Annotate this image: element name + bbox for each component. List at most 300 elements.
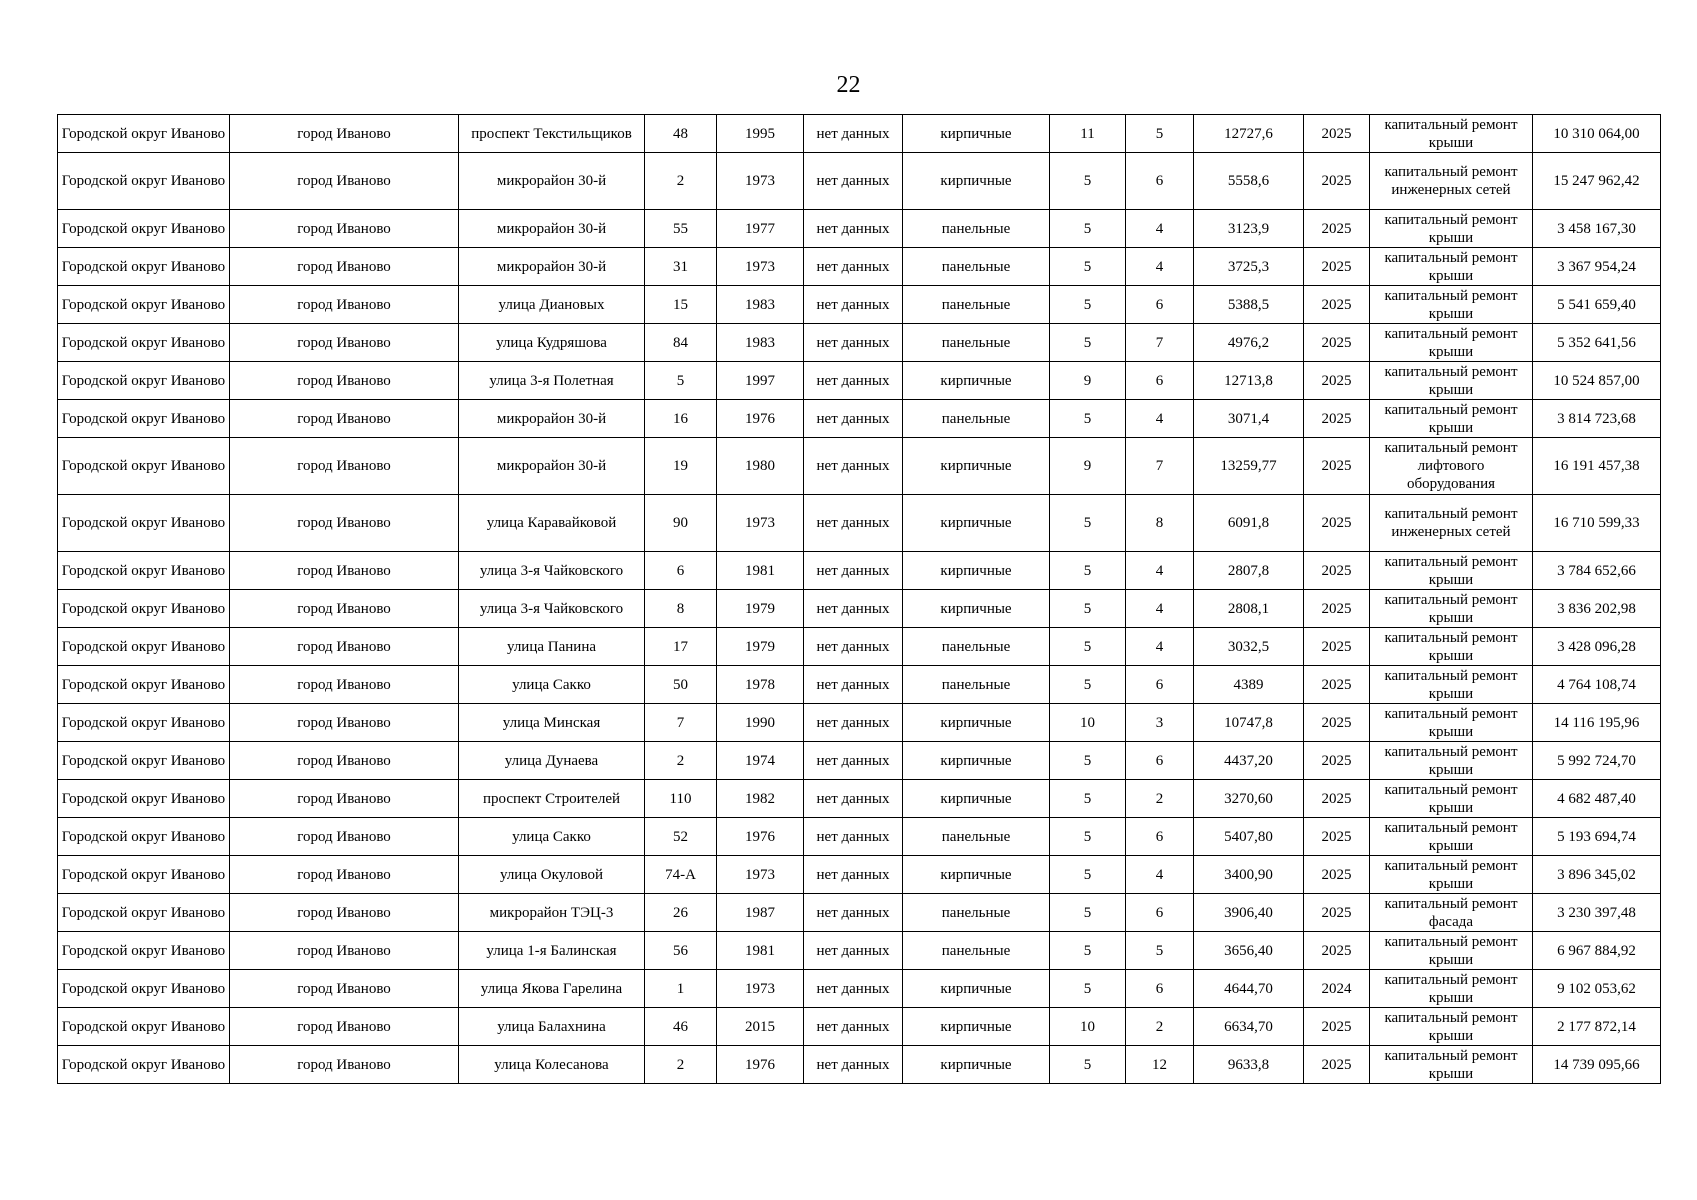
settlement-cell: город Иваново [230,400,459,438]
cost-cell: 3 784 652,66 [1533,552,1661,590]
work-type-cell: капитальный ремонт инженерных сетей [1370,153,1533,210]
entrances-cell: 3 [1126,704,1194,742]
municipality-cell: Городской округ Иваново [58,856,230,894]
settlement-cell: город Иваново [230,1008,459,1046]
work-type-cell: капитальный ремонт крыши [1370,856,1533,894]
planned-year-cell: 2025 [1304,628,1370,666]
work-type-cell: капитальный ремонт крыши [1370,704,1533,742]
area-cell: 3725,3 [1194,248,1304,286]
wall-material-cell: панельные [903,666,1050,704]
municipality-cell: Городской округ Иваново [58,970,230,1008]
year-built-cell: 1973 [717,153,804,210]
entrances-cell: 4 [1126,210,1194,248]
table-row [58,894,1661,932]
floors-cell: 5 [1050,1046,1126,1084]
house-number-cell: 26 [645,894,717,932]
area-cell: 3400,90 [1194,856,1304,894]
cost-cell: 3 836 202,98 [1533,590,1661,628]
settlement-cell: город Иваново [230,495,459,552]
street-cell: микрорайон ТЭЦ-3 [459,894,645,932]
table-row [58,495,1661,552]
wall-material-cell: кирпичные [903,153,1050,210]
work-type-cell: капитальный ремонт крыши [1370,400,1533,438]
area-cell: 6091,8 [1194,495,1304,552]
area-cell: 10747,8 [1194,704,1304,742]
entrances-cell: 4 [1126,628,1194,666]
cost-cell: 4 682 487,40 [1533,780,1661,818]
work-type-cell: капитальный ремонт крыши [1370,780,1533,818]
cost-cell: 5 541 659,40 [1533,286,1661,324]
year-built-cell: 1981 [717,552,804,590]
year-built-cell: 1987 [717,894,804,932]
floors-cell: 5 [1050,666,1126,704]
house-number-cell: 19 [645,438,717,495]
entrances-cell: 4 [1126,590,1194,628]
area-cell: 9633,8 [1194,1046,1304,1084]
municipality-cell: Городской округ Иваново [58,153,230,210]
work-type-cell: капитальный ремонт крыши [1370,932,1533,970]
settlement-cell: город Иваново [230,704,459,742]
street-cell: улица Сакко [459,666,645,704]
entrances-cell: 6 [1126,666,1194,704]
wall-material-cell: панельные [903,286,1050,324]
table-row [58,780,1661,818]
commissioning-cell: нет данных [804,153,903,210]
street-cell: улица 3-я Чайковского [459,552,645,590]
wall-material-cell: кирпичные [903,856,1050,894]
house-number-cell: 2 [645,153,717,210]
house-number-cell: 110 [645,780,717,818]
floors-cell: 5 [1050,552,1126,590]
commissioning-cell: нет данных [804,818,903,856]
wall-material-cell: кирпичные [903,590,1050,628]
commissioning-cell: нет данных [804,856,903,894]
area-cell: 5388,5 [1194,286,1304,324]
area-cell: 4976,2 [1194,324,1304,362]
municipality-cell: Городской округ Иваново [58,628,230,666]
area-cell: 3032,5 [1194,628,1304,666]
settlement-cell: город Иваново [230,932,459,970]
commissioning-cell: нет данных [804,970,903,1008]
planned-year-cell: 2025 [1304,286,1370,324]
settlement-cell: город Иваново [230,286,459,324]
planned-year-cell: 2025 [1304,495,1370,552]
planned-year-cell: 2025 [1304,818,1370,856]
cost-cell: 3 458 167,30 [1533,210,1661,248]
floors-cell: 9 [1050,438,1126,495]
planned-year-cell: 2025 [1304,742,1370,780]
settlement-cell: город Иваново [230,115,459,153]
floors-cell: 5 [1050,742,1126,780]
entrances-cell: 6 [1126,742,1194,780]
entrances-cell: 2 [1126,1008,1194,1046]
street-cell: улица Колесанова [459,1046,645,1084]
year-built-cell: 1973 [717,970,804,1008]
table-row [58,248,1661,286]
floors-cell: 10 [1050,704,1126,742]
commissioning-cell: нет данных [804,590,903,628]
commissioning-cell: нет данных [804,438,903,495]
wall-material-cell: кирпичные [903,1008,1050,1046]
work-type-cell: капитальный ремонт крыши [1370,552,1533,590]
table-row [58,115,1661,153]
year-built-cell: 1983 [717,324,804,362]
municipality-cell: Городской округ Иваново [58,590,230,628]
table-row [58,970,1661,1008]
year-built-cell: 1997 [717,362,804,400]
work-type-cell: капитальный ремонт крыши [1370,970,1533,1008]
year-built-cell: 1976 [717,400,804,438]
planned-year-cell: 2025 [1304,438,1370,495]
house-number-cell: 74-А [645,856,717,894]
floors-cell: 5 [1050,780,1126,818]
table-row [58,324,1661,362]
floors-cell: 5 [1050,324,1126,362]
house-number-cell: 1 [645,970,717,1008]
housing-repair-table [57,114,1661,1084]
table-row [58,362,1661,400]
cost-cell: 6 967 884,92 [1533,932,1661,970]
street-cell: проспект Строителей [459,780,645,818]
floors-cell: 5 [1050,932,1126,970]
work-type-cell: капитальный ремонт крыши [1370,286,1533,324]
year-built-cell: 1979 [717,628,804,666]
municipality-cell: Городской округ Иваново [58,400,230,438]
year-built-cell: 1983 [717,286,804,324]
municipality-cell: Городской округ Иваново [58,894,230,932]
settlement-cell: город Иваново [230,780,459,818]
commissioning-cell: нет данных [804,894,903,932]
planned-year-cell: 2025 [1304,362,1370,400]
street-cell: улица Минская [459,704,645,742]
area-cell: 4644,70 [1194,970,1304,1008]
year-built-cell: 1976 [717,1046,804,1084]
settlement-cell: город Иваново [230,210,459,248]
street-cell: микрорайон 30-й [459,153,645,210]
entrances-cell: 4 [1126,856,1194,894]
commissioning-cell: нет данных [804,780,903,818]
work-type-cell: капитальный ремонт крыши [1370,324,1533,362]
house-number-cell: 2 [645,1046,717,1084]
planned-year-cell: 2025 [1304,704,1370,742]
planned-year-cell: 2025 [1304,856,1370,894]
table-row [58,552,1661,590]
work-type-cell: капитальный ремонт крыши [1370,590,1533,628]
area-cell: 4437,20 [1194,742,1304,780]
work-type-cell: капитальный ремонт крыши [1370,115,1533,153]
work-type-cell: капитальный ремонт крыши [1370,628,1533,666]
wall-material-cell: панельные [903,400,1050,438]
cost-cell: 3 230 397,48 [1533,894,1661,932]
area-cell: 12713,8 [1194,362,1304,400]
settlement-cell: город Иваново [230,742,459,780]
table-row [58,856,1661,894]
wall-material-cell: панельные [903,894,1050,932]
planned-year-cell: 2025 [1304,894,1370,932]
planned-year-cell: 2025 [1304,210,1370,248]
municipality-cell: Городской округ Иваново [58,1008,230,1046]
area-cell: 3906,40 [1194,894,1304,932]
entrances-cell: 6 [1126,818,1194,856]
cost-cell: 9 102 053,62 [1533,970,1661,1008]
settlement-cell: город Иваново [230,438,459,495]
page-number: 22 [836,72,861,98]
street-cell: проспект Текстильщиков [459,115,645,153]
street-cell: улица Якова Гарелина [459,970,645,1008]
commissioning-cell: нет данных [804,552,903,590]
municipality-cell: Городской округ Иваново [58,210,230,248]
cost-cell: 14 116 195,96 [1533,704,1661,742]
commissioning-cell: нет данных [804,495,903,552]
street-cell: улица Окуловой [459,856,645,894]
street-cell: улица Панина [459,628,645,666]
house-number-cell: 31 [645,248,717,286]
entrances-cell: 7 [1126,438,1194,495]
planned-year-cell: 2025 [1304,590,1370,628]
street-cell: улица Каравайковой [459,495,645,552]
cost-cell: 5 992 724,70 [1533,742,1661,780]
wall-material-cell: панельные [903,818,1050,856]
entrances-cell: 4 [1126,248,1194,286]
municipality-cell: Городской округ Иваново [58,932,230,970]
table-row [58,1008,1661,1046]
settlement-cell: город Иваново [230,818,459,856]
commissioning-cell: нет данных [804,115,903,153]
planned-year-cell: 2025 [1304,780,1370,818]
year-built-cell: 1973 [717,856,804,894]
area-cell: 3071,4 [1194,400,1304,438]
floors-cell: 5 [1050,818,1126,856]
floors-cell: 10 [1050,1008,1126,1046]
cost-cell: 15 247 962,42 [1533,153,1661,210]
work-type-cell: капитальный ремонт фасада [1370,894,1533,932]
planned-year-cell: 2025 [1304,1046,1370,1084]
cost-cell: 5 193 694,74 [1533,818,1661,856]
municipality-cell: Городской округ Иваново [58,742,230,780]
planned-year-cell: 2025 [1304,400,1370,438]
floors-cell: 5 [1050,628,1126,666]
area-cell: 6634,70 [1194,1008,1304,1046]
work-type-cell: капитальный ремонт крыши [1370,818,1533,856]
area-cell: 5407,80 [1194,818,1304,856]
commissioning-cell: нет данных [804,1046,903,1084]
street-cell: улица Дунаева [459,742,645,780]
settlement-cell: город Иваново [230,894,459,932]
floors-cell: 5 [1050,400,1126,438]
cost-cell: 3 896 345,02 [1533,856,1661,894]
settlement-cell: город Иваново [230,153,459,210]
floors-cell: 5 [1050,286,1126,324]
entrances-cell: 12 [1126,1046,1194,1084]
entrances-cell: 6 [1126,153,1194,210]
planned-year-cell: 2025 [1304,115,1370,153]
year-built-cell: 1973 [717,495,804,552]
area-cell: 2807,8 [1194,552,1304,590]
floors-cell: 5 [1050,894,1126,932]
work-type-cell: капитальный ремонт лифтового оборудования [1370,438,1533,495]
planned-year-cell: 2025 [1304,666,1370,704]
commissioning-cell: нет данных [804,704,903,742]
commissioning-cell: нет данных [804,666,903,704]
cost-cell: 14 739 095,66 [1533,1046,1661,1084]
commissioning-cell: нет данных [804,400,903,438]
wall-material-cell: кирпичные [903,970,1050,1008]
municipality-cell: Городской округ Иваново [58,1046,230,1084]
house-number-cell: 48 [645,115,717,153]
municipality-cell: Городской округ Иваново [58,286,230,324]
wall-material-cell: панельные [903,248,1050,286]
wall-material-cell: панельные [903,324,1050,362]
table-row [58,818,1661,856]
commissioning-cell: нет данных [804,248,903,286]
planned-year-cell: 2025 [1304,153,1370,210]
commissioning-cell: нет данных [804,362,903,400]
area-cell: 13259,77 [1194,438,1304,495]
settlement-cell: город Иваново [230,1046,459,1084]
municipality-cell: Городской округ Иваново [58,818,230,856]
street-cell: микрорайон 30-й [459,400,645,438]
table-row [58,210,1661,248]
table-row [58,932,1661,970]
entrances-cell: 4 [1126,400,1194,438]
house-number-cell: 16 [645,400,717,438]
settlement-cell: город Иваново [230,362,459,400]
work-type-cell: капитальный ремонт крыши [1370,362,1533,400]
area-cell: 3270,60 [1194,780,1304,818]
table-body [58,115,1661,1084]
work-type-cell: капитальный ремонт крыши [1370,742,1533,780]
municipality-cell: Городской округ Иваново [58,324,230,362]
work-type-cell: капитальный ремонт крыши [1370,666,1533,704]
area-cell: 5558,6 [1194,153,1304,210]
cost-cell: 5 352 641,56 [1533,324,1661,362]
municipality-cell: Городской округ Иваново [58,115,230,153]
settlement-cell: город Иваново [230,856,459,894]
planned-year-cell: 2025 [1304,1008,1370,1046]
floors-cell: 11 [1050,115,1126,153]
house-number-cell: 8 [645,590,717,628]
entrances-cell: 2 [1126,780,1194,818]
wall-material-cell: панельные [903,628,1050,666]
municipality-cell: Городской округ Иваново [58,495,230,552]
wall-material-cell: кирпичные [903,438,1050,495]
year-built-cell: 1976 [717,818,804,856]
entrances-cell: 7 [1126,324,1194,362]
year-built-cell: 2015 [717,1008,804,1046]
area-cell: 3656,40 [1194,932,1304,970]
cost-cell: 16 191 457,38 [1533,438,1661,495]
entrances-cell: 6 [1126,894,1194,932]
table-row [58,742,1661,780]
settlement-cell: город Иваново [230,590,459,628]
cost-cell: 3 814 723,68 [1533,400,1661,438]
year-built-cell: 1981 [717,932,804,970]
year-built-cell: 1979 [717,590,804,628]
house-number-cell: 56 [645,932,717,970]
municipality-cell: Городской округ Иваново [58,780,230,818]
street-cell: микрорайон 30-й [459,210,645,248]
area-cell: 3123,9 [1194,210,1304,248]
commissioning-cell: нет данных [804,932,903,970]
street-cell: улица Сакко [459,818,645,856]
house-number-cell: 7 [645,704,717,742]
year-built-cell: 1990 [717,704,804,742]
settlement-cell: город Иваново [230,666,459,704]
street-cell: микрорайон 30-й [459,438,645,495]
wall-material-cell: панельные [903,932,1050,970]
floors-cell: 5 [1050,153,1126,210]
floors-cell: 5 [1050,210,1126,248]
wall-material-cell: кирпичные [903,704,1050,742]
house-number-cell: 5 [645,362,717,400]
cost-cell: 10 524 857,00 [1533,362,1661,400]
area-cell: 4389 [1194,666,1304,704]
house-number-cell: 52 [645,818,717,856]
municipality-cell: Городской округ Иваново [58,552,230,590]
entrances-cell: 8 [1126,495,1194,552]
commissioning-cell: нет данных [804,324,903,362]
table-row [58,590,1661,628]
street-cell: улица 3-я Полетная [459,362,645,400]
commissioning-cell: нет данных [804,1008,903,1046]
commissioning-cell: нет данных [804,210,903,248]
wall-material-cell: кирпичные [903,780,1050,818]
work-type-cell: капитальный ремонт крыши [1370,248,1533,286]
work-type-cell: капитальный ремонт крыши [1370,210,1533,248]
table-row [58,438,1661,495]
floors-cell: 9 [1050,362,1126,400]
work-type-cell: капитальный ремонт инженерных сетей [1370,495,1533,552]
entrances-cell: 5 [1126,932,1194,970]
planned-year-cell: 2025 [1304,324,1370,362]
house-number-cell: 90 [645,495,717,552]
commissioning-cell: нет данных [804,742,903,780]
municipality-cell: Городской округ Иваново [58,666,230,704]
wall-material-cell: панельные [903,210,1050,248]
house-number-cell: 55 [645,210,717,248]
table-row [58,628,1661,666]
wall-material-cell: кирпичные [903,552,1050,590]
year-built-cell: 1973 [717,248,804,286]
cost-cell: 2 177 872,14 [1533,1008,1661,1046]
floors-cell: 5 [1050,970,1126,1008]
commissioning-cell: нет данных [804,286,903,324]
year-built-cell: 1982 [717,780,804,818]
floors-cell: 5 [1050,495,1126,552]
table-row [58,1046,1661,1084]
street-cell: улица Диановых [459,286,645,324]
table-row [58,704,1661,742]
municipality-cell: Городской округ Иваново [58,362,230,400]
year-built-cell: 1995 [717,115,804,153]
wall-material-cell: кирпичные [903,362,1050,400]
settlement-cell: город Иваново [230,970,459,1008]
wall-material-cell: кирпичные [903,495,1050,552]
table-row [58,153,1661,210]
street-cell: улица Балахнина [459,1008,645,1046]
year-built-cell: 1978 [717,666,804,704]
street-cell: микрорайон 30-й [459,248,645,286]
wall-material-cell: кирпичные [903,115,1050,153]
street-cell: улица 3-я Чайковского [459,590,645,628]
settlement-cell: город Иваново [230,324,459,362]
house-number-cell: 17 [645,628,717,666]
wall-material-cell: кирпичные [903,1046,1050,1084]
cost-cell: 3 367 954,24 [1533,248,1661,286]
entrances-cell: 4 [1126,552,1194,590]
house-number-cell: 2 [645,742,717,780]
house-number-cell: 46 [645,1008,717,1046]
